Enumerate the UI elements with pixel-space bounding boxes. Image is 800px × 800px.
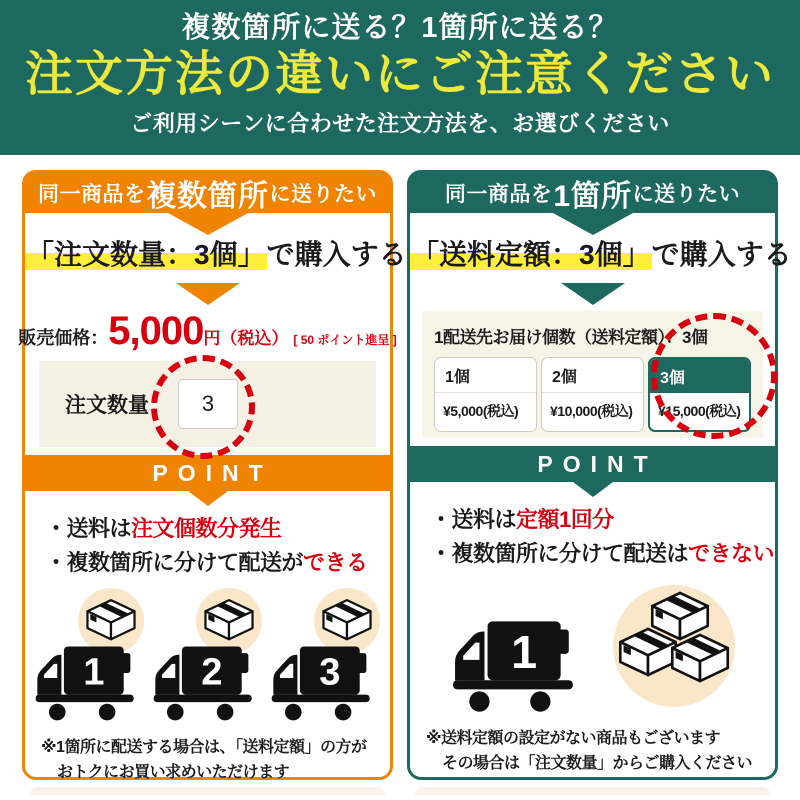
panel-title-post: に送りたい (269, 183, 377, 206)
footnote-line-2: おトクにお買い求めいただけます (57, 763, 290, 781)
hero-subtitle: ご利用シーンに合わせた注文方法を、お選びください (130, 111, 670, 137)
carton-box-icon (201, 595, 257, 641)
panel-title-emphasis: 複数箇所 (146, 180, 269, 213)
multi-address-panel-title (25, 173, 390, 213)
price-amount: 5,000 (108, 309, 204, 353)
bullet-split-delivery (45, 546, 390, 580)
delivery-truck-icon (152, 642, 260, 724)
panel-title-emphasis: 1箇所 (553, 180, 632, 213)
point-pointer-triangle (188, 491, 228, 506)
delivery-truck-icon (270, 642, 378, 724)
left-column-wrap (18, 170, 407, 795)
highlighted-method: 「送料定額：3個」 (411, 239, 651, 270)
footnote-line-1: ※送料定額の設定がない商品もございます (426, 730, 721, 748)
single-address-panel-title (410, 173, 775, 213)
panel-title-pre: 同一商品を (38, 183, 146, 206)
footnote (426, 727, 759, 777)
single-truck-illustration (410, 583, 775, 719)
truck-number: 2 (200, 650, 222, 694)
bullet-shipping-fee (45, 512, 390, 546)
point-bullet-list (45, 512, 390, 580)
price-row (18, 309, 397, 355)
carton-box-icon (83, 595, 139, 641)
headline-rest: で購入する (651, 239, 792, 270)
option-price: ¥5,000(税込) (443, 403, 519, 419)
bullet-emphasis: 注文個数分発生 (131, 516, 282, 541)
bullet-emphasis: できる (303, 550, 368, 576)
comparison-columns (0, 170, 800, 795)
panel-title-post: に送りたい (632, 183, 741, 206)
quantity-input[interactable]: 3 (178, 379, 238, 429)
price-label: 販売価格： (18, 328, 109, 348)
bullet-text: ・複数箇所に分けて配送が (45, 550, 304, 576)
carton-box-icon (667, 629, 733, 683)
highlighted-method: 「注文数量：3個」 (26, 239, 266, 270)
bullet-text: ・送料は (45, 516, 132, 541)
shipping-option-3-selected[interactable] (648, 357, 751, 432)
option-quantity: 3個 (650, 359, 749, 393)
bullet-emphasis: できない (688, 541, 775, 567)
footnote-line-1: ※1箇所に配送する場合は、「送料定額」の方が (41, 739, 367, 757)
shipping-option-1[interactable] (434, 357, 537, 432)
footnote-line-2: その場合は「注文数量」からご購入ください (442, 754, 753, 772)
truck-number: 1 (510, 626, 537, 679)
bullet-split-delivery (430, 537, 775, 571)
point-bullet-list (430, 503, 775, 571)
truck-group-single (451, 583, 591, 719)
option-quantity: 2個 (542, 358, 643, 393)
down-arrow-icon (176, 283, 240, 305)
header-pointer-triangle (168, 213, 248, 235)
point-header: POINT (410, 446, 775, 482)
quantity-field-area (39, 361, 376, 447)
quantity-label: 注文数量： (65, 394, 170, 417)
bullet-text: ・複数箇所に分けて配送は (430, 541, 689, 567)
panel-title-pre: 同一商品を (444, 183, 553, 206)
shipping-option-row (434, 357, 751, 432)
shipping-option-2[interactable] (541, 357, 644, 432)
delivery-truck-icon (451, 619, 583, 713)
headline-rest: で購入する (266, 239, 407, 270)
single-address-panel (407, 170, 792, 780)
hero-banner (0, 0, 800, 155)
truck-number: 1 (82, 650, 104, 694)
header-pointer-triangle (553, 213, 633, 235)
carton-box-icon (319, 595, 375, 641)
price-tax-label: 円（税込） (203, 329, 289, 348)
down-arrow-icon (561, 283, 625, 305)
option-price: ¥10,000(税込) (550, 403, 633, 419)
purchase-method-headline (410, 235, 792, 275)
package-stack (605, 583, 735, 719)
flat-shipping-title: 1配送先お届け個数（送料定額）：3個 (434, 328, 708, 347)
right-column-wrap (407, 170, 792, 795)
point-pointer-triangle (573, 482, 613, 497)
purchase-method-headline (25, 235, 407, 275)
truck-group-3 (270, 588, 382, 728)
next-section-peek (415, 787, 770, 795)
page-title: 注文方法の違いにご注意ください (24, 47, 775, 101)
flat-shipping-selector-area (422, 311, 763, 438)
multi-address-panel (18, 170, 407, 781)
truck-group-2 (152, 588, 264, 728)
truck-number: 3 (318, 650, 340, 694)
next-section-peek (30, 787, 385, 795)
option-price: ¥15,000(税込) (658, 403, 741, 419)
bullet-shipping-fee (430, 503, 775, 537)
hero-question: 複数箇所に送る？1箇所に送る？ (181, 12, 619, 44)
delivery-truck-icon (34, 642, 142, 724)
option-quantity: 1個 (435, 358, 536, 393)
multi-truck-illustration (25, 588, 390, 728)
bullet-emphasis: 定額1回分 (516, 507, 614, 532)
footnote (41, 736, 374, 786)
truck-group-1 (34, 588, 146, 728)
bullet-text: ・送料は (430, 507, 517, 532)
points-note: [ 50 ポイント進呈 ] (293, 333, 397, 347)
point-header: POINT (25, 455, 390, 491)
